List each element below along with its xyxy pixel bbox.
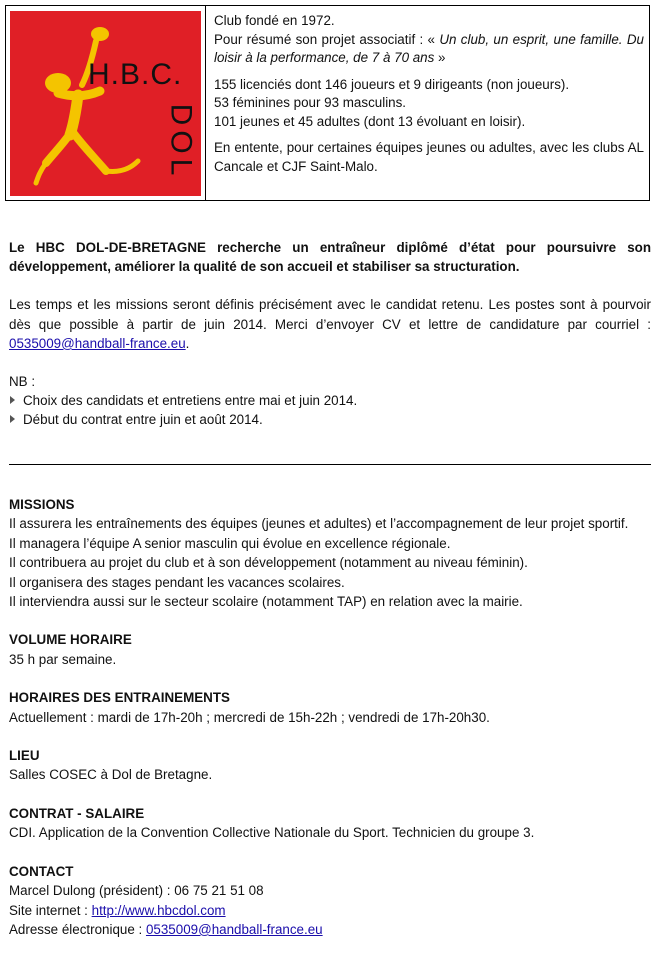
nb-item <box>9 391 651 410</box>
gender-line: 53 féminines pour 93 masculins. <box>214 95 407 110</box>
email-label: Adresse électronique : <box>9 921 146 937</box>
site-link[interactable]: http://www.hbcdol.com <box>91 902 226 918</box>
contrat-text: CDI. Application de la Convention Collective Nationale du Sport. Technicien du groupe 3. <box>9 825 535 841</box>
lieu-text: Salles COSEC à Dol de Bretagne. <box>9 767 213 783</box>
contact-email-link[interactable]: 0535009@handball-france.eu <box>145 921 323 937</box>
logo-dol <box>162 91 198 193</box>
contact-site <box>9 901 651 920</box>
nb-item-text: Début du contrat entre juin et août 2014. <box>23 412 263 428</box>
lieu-section <box>9 746 651 785</box>
summary-suffix: » <box>434 50 446 65</box>
club-info-box <box>5 5 650 201</box>
headline: Le HBC DOL-DE-BRETAGNE recherche un entraîneur diplômé d’état pour poursuivre son développement, améliorer la qualité de son accueil et stabiliser sa structuration. <box>9 240 651 275</box>
contact-section <box>9 862 651 940</box>
mission-line: Il managera l’équipe A senior masculin qui évolue en excellence régionale. <box>9 535 451 551</box>
divider <box>9 464 651 465</box>
bullet-triangle-icon <box>10 396 15 404</box>
mission-line: Il organisera des stages pendant les vacances scolaires. <box>9 574 345 590</box>
bullet-triangle-icon <box>10 415 15 423</box>
nb-item-text: Choix des candidats et entretiens entre mai et juin 2014. <box>23 393 358 409</box>
logo-dol-text: DOL <box>164 103 197 180</box>
missions-title: MISSIONS <box>9 497 75 512</box>
details-text: Les temps et les missions seront définis précisément avec le candidat retenu. Les postes sont à pourvoir dès que possible à partir de juin 2014. Merci d’envoyer CV et lettre de candidature par courriel : <box>9 297 651 332</box>
volume-text: 35 h par semaine. <box>9 651 117 667</box>
site-label: Site internet : <box>9 902 92 918</box>
nb-item <box>9 410 651 429</box>
club-info-text <box>206 6 649 200</box>
partnership-line: En entente, pour certaines équipes jeunes ou adultes, avec les clubs AL Cancale et CJF Saint-Malo. <box>214 140 644 174</box>
contact-title: CONTACT <box>9 863 74 879</box>
contrat-title: CONTRAT - SALAIRE <box>9 805 145 821</box>
contact-email <box>9 920 651 939</box>
mission-line: Il interviendra aussi sur le secteur scolaire (notamment TAP) en relation avec la mairie. <box>9 594 523 610</box>
summary-line <box>214 31 644 68</box>
mission-line: Il contribuera au projet du club et à son développement (notamment au niveau féminin). <box>9 555 528 571</box>
job-details <box>9 495 651 958</box>
volume-section <box>9 630 651 669</box>
logo-cell <box>6 6 206 200</box>
volume-title: VOLUME HORAIRE <box>9 632 132 648</box>
club-logo <box>10 11 201 196</box>
details-paragraph <box>9 295 651 353</box>
summary-prefix: Pour résumé son projet associatif : « <box>214 31 440 47</box>
licensees-line: 155 licenciés dont 146 joueurs et 9 dirigeants (non joueurs). <box>214 76 570 92</box>
horaires-title: HORAIRES DES ENTRAINEMENTS <box>9 690 230 706</box>
details-end: . <box>185 335 190 351</box>
missions-section <box>9 495 651 611</box>
contrat-section <box>9 804 651 843</box>
ages-line: 101 jeunes et 45 adultes (dont 13 évoluant en loisir). <box>214 113 526 129</box>
horaires-section <box>9 688 651 727</box>
lieu-title: LIEU <box>9 748 40 764</box>
contact-president: Marcel Dulong (président) : 06 75 21 51 08 <box>9 883 264 899</box>
summary-quote: Un club, un esprit, une famille. Du loisir à la performance, de 7 à 70 ans <box>214 31 644 65</box>
email-link[interactable]: 0535009@handball-france.eu <box>9 335 186 351</box>
horaires-text: Actuellement : mardi de 17h-20h ; mercredi de 15h-22h ; vendredi de 17h-20h30. <box>9 709 490 725</box>
mission-line: Il assurera les entraînements des équipes (jeunes et adultes) et l’accompagnement de leur projet sportif. <box>9 516 629 532</box>
logo-letters: H.B.C. <box>88 57 183 91</box>
founded-line: Club fondé en 1972. <box>214 13 335 28</box>
nb-label: NB : <box>9 374 36 390</box>
intro-section <box>9 238 651 430</box>
